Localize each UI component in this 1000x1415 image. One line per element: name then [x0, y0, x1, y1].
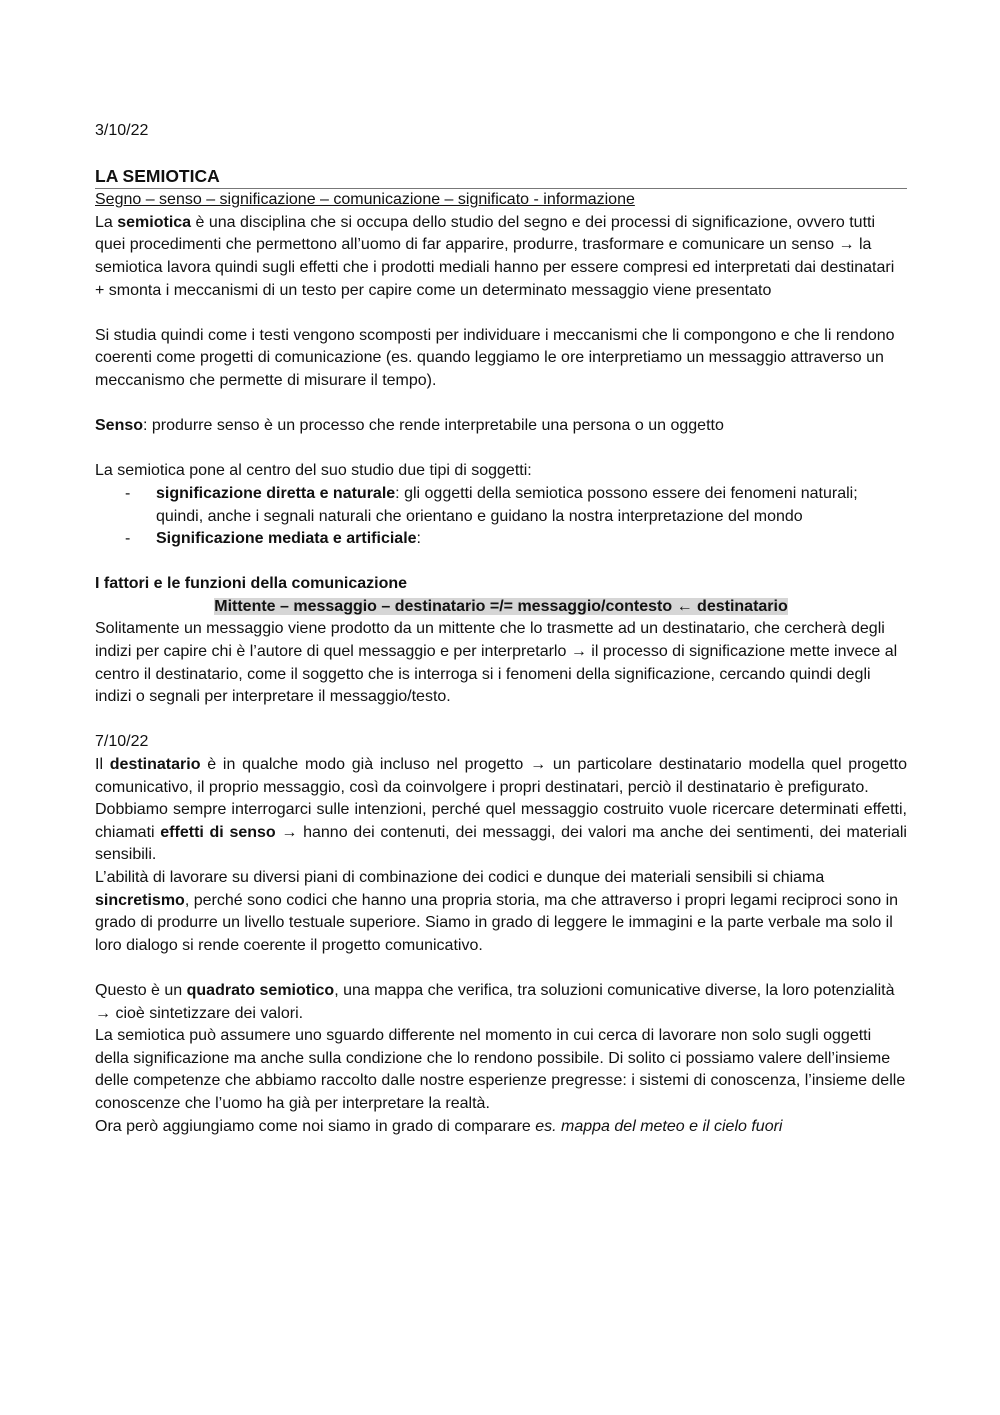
text-run: la semiotica lavora quindi sugli effetti che i prodotti mediali hanno per essere compresi ed interpretati dai destinatari + smonta i meccanismi di un testo per capire come un determinato messaggio viene presentato — [95, 236, 895, 299]
paragraph-intenzioni — [95, 799, 907, 867]
arrow-right-icon: → — [570, 643, 587, 661]
text-run: è una disciplina che si occupa dello studio del segno e dei processi di significazione, ovvero tutti quei procedimenti che permettono all’uomo di far apparire, produrre, trasformare e comunicare un senso — [95, 213, 876, 254]
bullet-list — [95, 483, 907, 551]
heading-text: I fattori e le funzioni della comunicazione — [95, 575, 408, 593]
bold-term: Senso — [95, 417, 144, 435]
highlight-box — [214, 598, 788, 615]
bold-term: significazione diretta e naturale — [156, 484, 396, 502]
paragraph-senso — [95, 415, 907, 438]
paragraph-quadrato — [95, 980, 907, 1025]
text-run: Dobbiamo sempre interrogarci sulle intenzioni, perché quel messaggio costruito vuole ricercare determinati effetti, chiamati — [95, 801, 907, 841]
paragraph-sguardo: La semiotica può assumere uno sguardo differente nel momento in cui cerca di lavorare non solo sugli oggetti della significazione ma anche sulla condizione che lo rendono possibile. Di solito ci possiamo valere dell’insieme delle competenze che abbiamo raccolto dalle nostre esperienze pregresse: i sistemi di conoscenza, l’insieme delle conoscenze che l’uomo ha già per interpretare la realtà. — [95, 1027, 906, 1112]
bold-term: semiotica — [117, 213, 192, 231]
spacer — [95, 709, 907, 732]
paragraph-testi: Si studia quindi come i testi vengono scomposti per individuare i meccanismi che li compongono e che li rendono coerenti come progetti di comunicazione (es. quando leggiamo le ore interpretiamo un messaggio attraverso un meccanismo che permette di misurare il tempo). — [95, 326, 895, 389]
text-run: è in qualche modo già incluso nel progetto — [200, 756, 531, 774]
bold-term: effetti di senso — [160, 823, 276, 841]
text-run: Il — [95, 756, 110, 774]
spacer — [95, 957, 907, 980]
text-run: destinatario — [692, 597, 788, 615]
page-title: LA SEMIOTICA — [95, 165, 907, 190]
subtitle-keywords: Segno – senso – significazione – comunicazione – significato - informazione — [95, 191, 635, 209]
spacer — [95, 551, 907, 574]
text-run: cioè sintetizzare dei valori. — [111, 1004, 304, 1022]
bold-term: sincretismo — [95, 891, 185, 909]
paragraph-definition — [95, 212, 907, 302]
text-run: Solitamente un messaggio viene prodotto da un mittente che lo trasmette ad un destinatario, che cercherà degli indizi per capire chi è l’autore di quel messaggio e per interpretarlo — [95, 620, 885, 661]
text-run: hanno dei contenuti, dei messaggi, dei valori ma anche dei sentimenti, dei materiali sensibili. — [95, 823, 907, 864]
dash-bullet-icon: - — [125, 530, 131, 548]
paragraph-sincretismo — [95, 867, 907, 957]
arrow-right-icon: → — [95, 1004, 111, 1022]
text-run: L’abilità di lavorare su diversi piani di combinazione dei codici e dunque dei materiali sensibili si chiama — [95, 869, 825, 886]
section-heading — [95, 573, 907, 596]
list-item — [95, 528, 907, 551]
text-run: La — [95, 213, 118, 231]
dash-bullet-icon: - — [125, 484, 131, 502]
paragraph-comparare — [95, 1116, 907, 1139]
bold-term: quadrato semiotico — [186, 981, 335, 999]
paragraph-messaggio — [95, 618, 907, 708]
text-run: Questo è un — [95, 981, 187, 999]
date-heading: 7/10/22 — [95, 733, 149, 751]
italic-example: es. mappa del meteo e il cielo fuori — [535, 1117, 783, 1135]
document-page — [95, 120, 907, 1138]
arrow-right-icon: → — [281, 823, 298, 841]
text-run: Mittente – messaggio – destinatario =/= messaggio/contesto — [214, 597, 677, 615]
text-run: Ora però aggiungiamo come noi siamo in grado di comparare — [95, 1117, 536, 1135]
text-run: : — [416, 530, 421, 548]
text-run: il processo di significazione mette invece al centro il destinatario, come il soggetto che is interroga si i fenomeni della significazione, cercando quindi degli indizi o segnali per interpretare il messaggio/testo. — [95, 643, 898, 706]
arrow-right-icon: → — [530, 756, 547, 774]
paragraph-destinatario — [95, 754, 907, 799]
text-run: : gli oggetti della semiotica possono essere dei fenomeni naturali; quindi, anche i segnali naturali che orientano e guidano la nostra interpretazione del mondo — [156, 484, 858, 525]
spacer — [95, 302, 907, 325]
paragraph-soggetti: La semiotica pone al centro del suo studio due tipi di soggetti: — [95, 462, 532, 480]
arrow-right-icon: → — [838, 236, 855, 254]
text-run: , perché sono codici che hanno una propria storia, ma che attraverso i propri legami reciproci sono in grado di produrre un livello testuale superiore. Siamo in grado di leggere le immagini e la parte verbale ma solo il loro dialogo si rende coerente il progetto comunicativo. — [95, 891, 899, 954]
text-run: un particolare destinatario modella quel progetto comunicativo, il proprio messaggio, così da coinvolgere i propri destinatari, perciò il destinatario è prefigurato. — [95, 756, 907, 796]
date-heading: 3/10/22 — [95, 122, 149, 139]
bold-term: destinatario — [109, 756, 201, 774]
spacer — [95, 393, 907, 416]
text-run: : produrre senso è un processo che rende interpretabile una persona o un oggetto — [143, 417, 724, 435]
list-item — [95, 483, 907, 528]
highlighted-formula — [95, 596, 907, 619]
text-run: , una mappa che verifica, tra soluzioni comunicative diverse, la loro potenzialità — [334, 981, 895, 999]
spacer — [95, 438, 907, 461]
arrow-left-icon: ← — [676, 597, 693, 615]
bold-term: Significazione mediata e artificiale — [156, 530, 417, 548]
